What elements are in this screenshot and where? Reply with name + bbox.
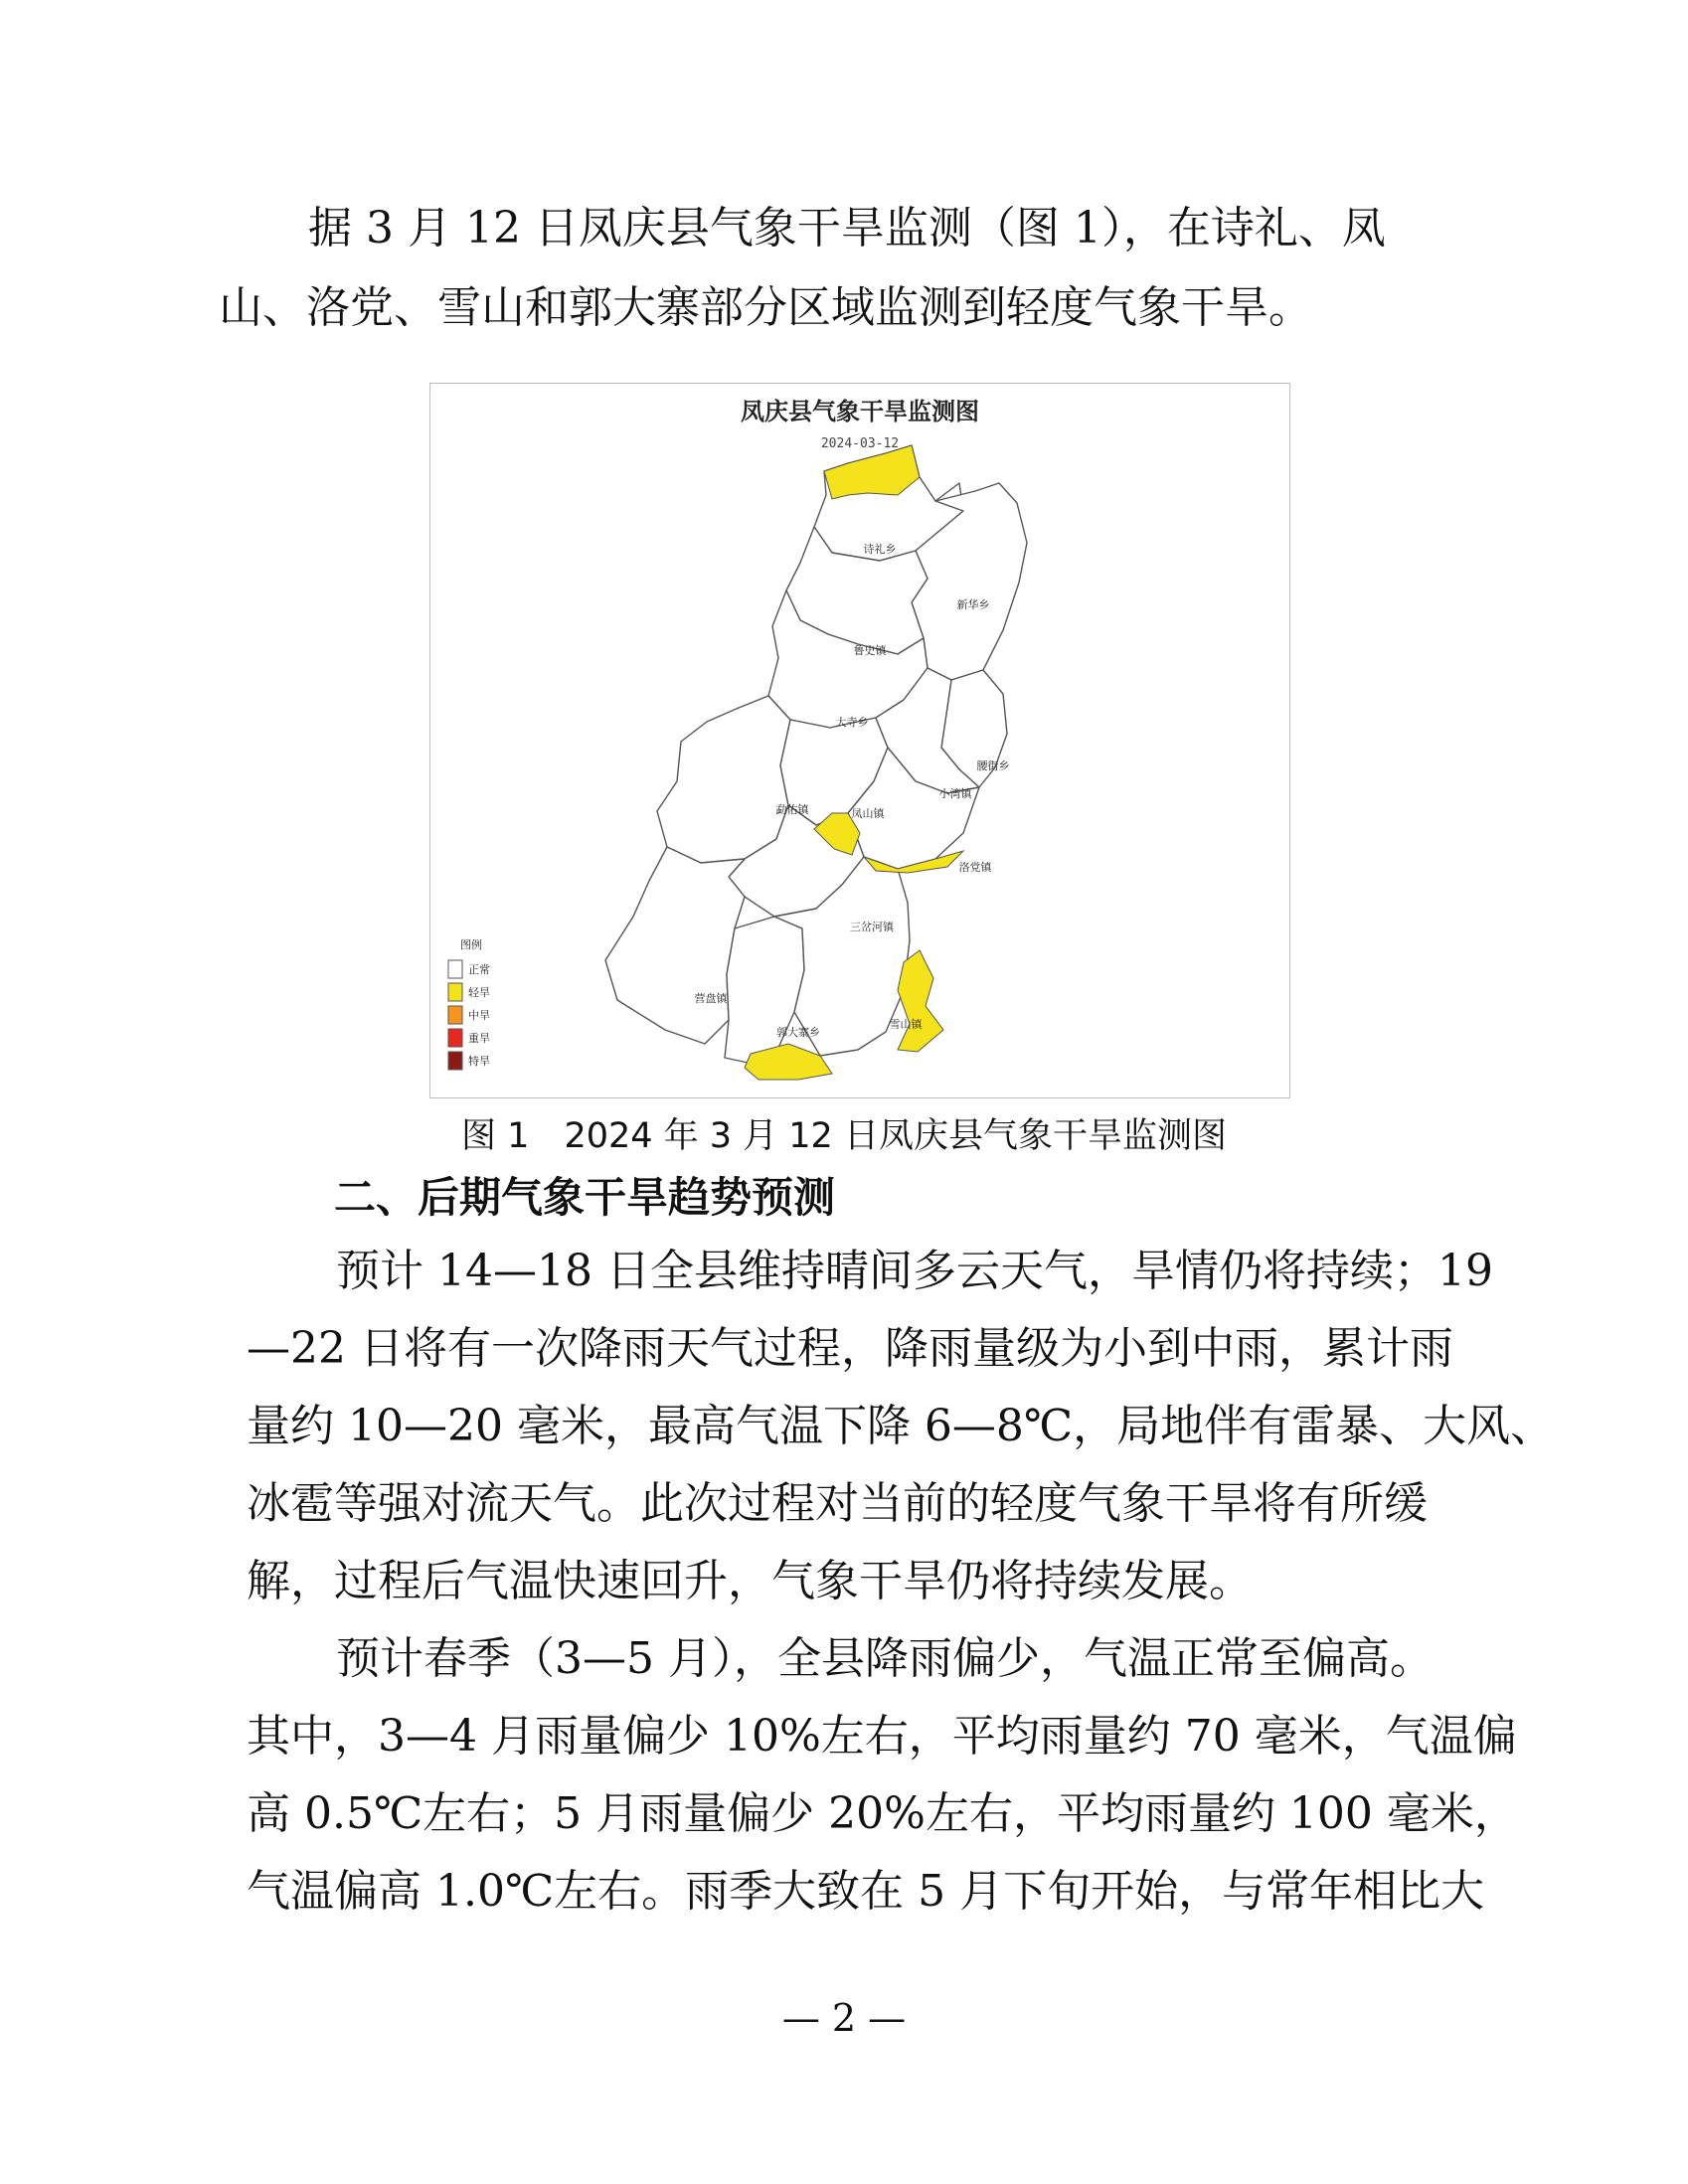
- legend-title: 图例: [460, 938, 482, 951]
- legend-label: 正常: [468, 963, 490, 976]
- drought-area-xueshan: [898, 950, 943, 1052]
- region-yingpan: [605, 847, 745, 1044]
- forecast1-line-3: 量约 10—20 毫米，最高气温下降 6—8℃，局地伴有雷暴、大风、: [247, 1401, 1555, 1451]
- forecast-paragraph-2: [247, 1620, 1518, 1931]
- figure-caption: 图 1 2024 年 3 月 12 日凤庆县气象干旱监测图: [461, 1116, 1227, 1156]
- region-label-yingpan: 营盘镇: [694, 992, 728, 1005]
- page-number: — 2 —: [781, 1996, 907, 2040]
- map-title: 凤庆县气象干旱监测图: [741, 398, 979, 425]
- county-regions: [605, 445, 1027, 1064]
- intro-paragraph: [219, 189, 1451, 348]
- region-label-shili: 诗礼乡: [863, 543, 897, 556]
- region-guodazhai: [725, 917, 804, 1064]
- drought-map: [430, 384, 1289, 1097]
- region-label-xiaowan: 小湾镇: [938, 787, 972, 800]
- map-date: 2024-03-12: [820, 436, 900, 451]
- section-heading: 二、后期气象干旱趋势预测: [334, 1173, 836, 1222]
- region-label-fengshan: 凤山镇: [851, 807, 885, 820]
- legend-label: 特旱: [468, 1055, 490, 1068]
- region-label-dasi: 大寺乡: [835, 716, 869, 729]
- region-label-mengyou: 勐佑镇: [775, 803, 809, 816]
- region-mengyou: [657, 696, 790, 863]
- region-label-sanchahe: 三岔河镇: [850, 921, 894, 933]
- intro-line-2: 山、洛党、雪山和郭大寨部分区域监测到轻度气象干旱。: [219, 282, 1312, 333]
- legend-swatch: [448, 1052, 462, 1070]
- legend-swatch: [448, 1006, 462, 1024]
- legend-label: 重旱: [468, 1032, 490, 1045]
- region-label-lushi: 鲁史镇: [853, 644, 887, 657]
- drought-map-figure: [429, 383, 1290, 1098]
- forecast2-line-1: 预计春季（3—5 月），全县降雨偏少，气温正常至偏高。: [336, 1633, 1434, 1684]
- forecast-paragraph-1: [247, 1233, 1555, 1620]
- intro-line-1: 据 3 月 12 日凤庆县气象干旱监测（图 1），在诗礼、凤: [308, 203, 1386, 253]
- forecast1-line-1: 预计 14—18 日全县维持晴间多云天气，旱情仍将持续；19: [336, 1246, 1493, 1296]
- map-legend: [448, 937, 490, 1070]
- region-label-luodang: 洛党镇: [958, 861, 992, 874]
- forecast2-line-3: 高 0.5℃左右；5 月雨量偏少 20%左右，平均雨量约 100 毫米，: [247, 1788, 1518, 1839]
- forecast2-line-2: 其中，3—4 月雨量偏少 10%左右，平均雨量约 70 毫米，气温偏: [247, 1711, 1517, 1762]
- region-label-xinhua: 新华乡: [956, 598, 990, 611]
- region-label-yaojie: 腰街乡: [976, 759, 1010, 772]
- forecast1-line-5: 解，过程后气温快速回升，气象干旱仍将持续发展。: [247, 1556, 1253, 1606]
- legend-swatch: [448, 983, 462, 1001]
- legend-label: 轻旱: [468, 986, 490, 999]
- region-label-xueshan: 雪山镇: [889, 1018, 923, 1031]
- legend-label: 中旱: [468, 1009, 490, 1022]
- forecast1-line-2: —22 日将有一次降雨天气过程，降雨量级为小到中雨，累计雨: [247, 1323, 1453, 1374]
- forecast2-line-4: 气温偏高 1.0℃左右。雨季大致在 5 月下旬开始，与常年相比大: [247, 1866, 1485, 1917]
- forecast1-line-4: 冰雹等强对流天气。此次过程对当前的轻度气象干旱将有所缓: [247, 1478, 1428, 1529]
- legend-swatch: [448, 960, 462, 978]
- legend-swatch: [448, 1029, 462, 1047]
- region-label-guodazhai: 郭大寨乡: [776, 1026, 820, 1039]
